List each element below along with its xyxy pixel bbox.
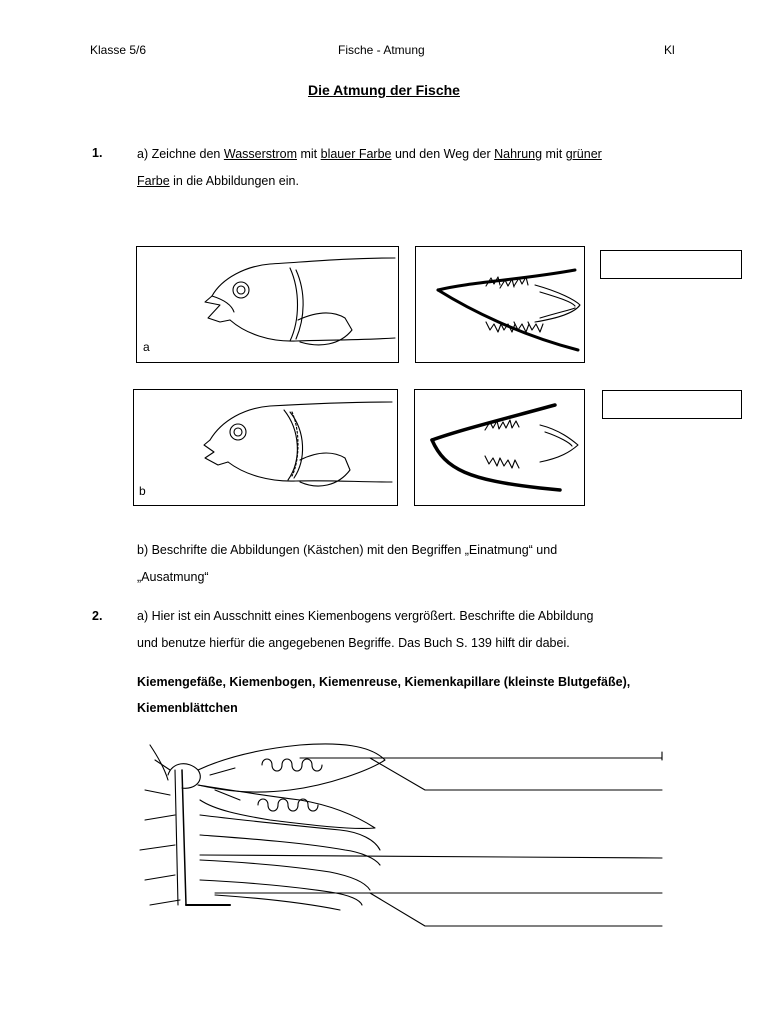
- figure-label-b: b: [139, 484, 146, 498]
- gill-a-drawing: [438, 270, 580, 350]
- task-2-number: 2.: [92, 609, 103, 623]
- header-initials: Kl: [664, 43, 675, 57]
- task-1a-line1: a) Zeichne den Wasserstrom mit blauer Farbe und den Weg der Nahrung mit grüner: [137, 147, 602, 161]
- task-1b-line1: b) Beschrifte die Abbildungen (Kästchen) mit den Begriffen „Einatmung“ und: [137, 543, 558, 557]
- figure-label-a: a: [143, 340, 150, 354]
- task-1b-line2: „Ausatmung“: [137, 570, 209, 584]
- task-2a-line1: a) Hier ist ein Ausschnitt eines Kiemenbogens vergrößert. Beschrifte die Abbildung: [137, 609, 594, 623]
- task-1-number: 1.: [92, 146, 103, 160]
- task-2a-line2: und benutze hierfür die angegebenen Begriffe. Das Buch S. 139 hilft dir dabei.: [137, 636, 570, 650]
- gill-b-drawing: [432, 405, 578, 490]
- gill-arch-drawing: [140, 744, 385, 910]
- task-1a-line2: Farbe in die Abbildungen ein.: [137, 174, 299, 188]
- fish-head-a-drawing: [205, 258, 395, 345]
- header-topic: Fische - Atmung: [338, 43, 425, 57]
- header-class: Klasse 5/6: [90, 43, 147, 57]
- fish-head-b-drawing: [204, 402, 392, 486]
- terms-line1: Kiemengefäße, Kiemenbogen, Kiemenreuse, Kiemenkapillare (kleinste Blutgefäße),: [137, 675, 631, 689]
- page-title: Die Atmung der Fische: [308, 82, 460, 98]
- terms-line2: Kiemenblättchen: [137, 701, 238, 715]
